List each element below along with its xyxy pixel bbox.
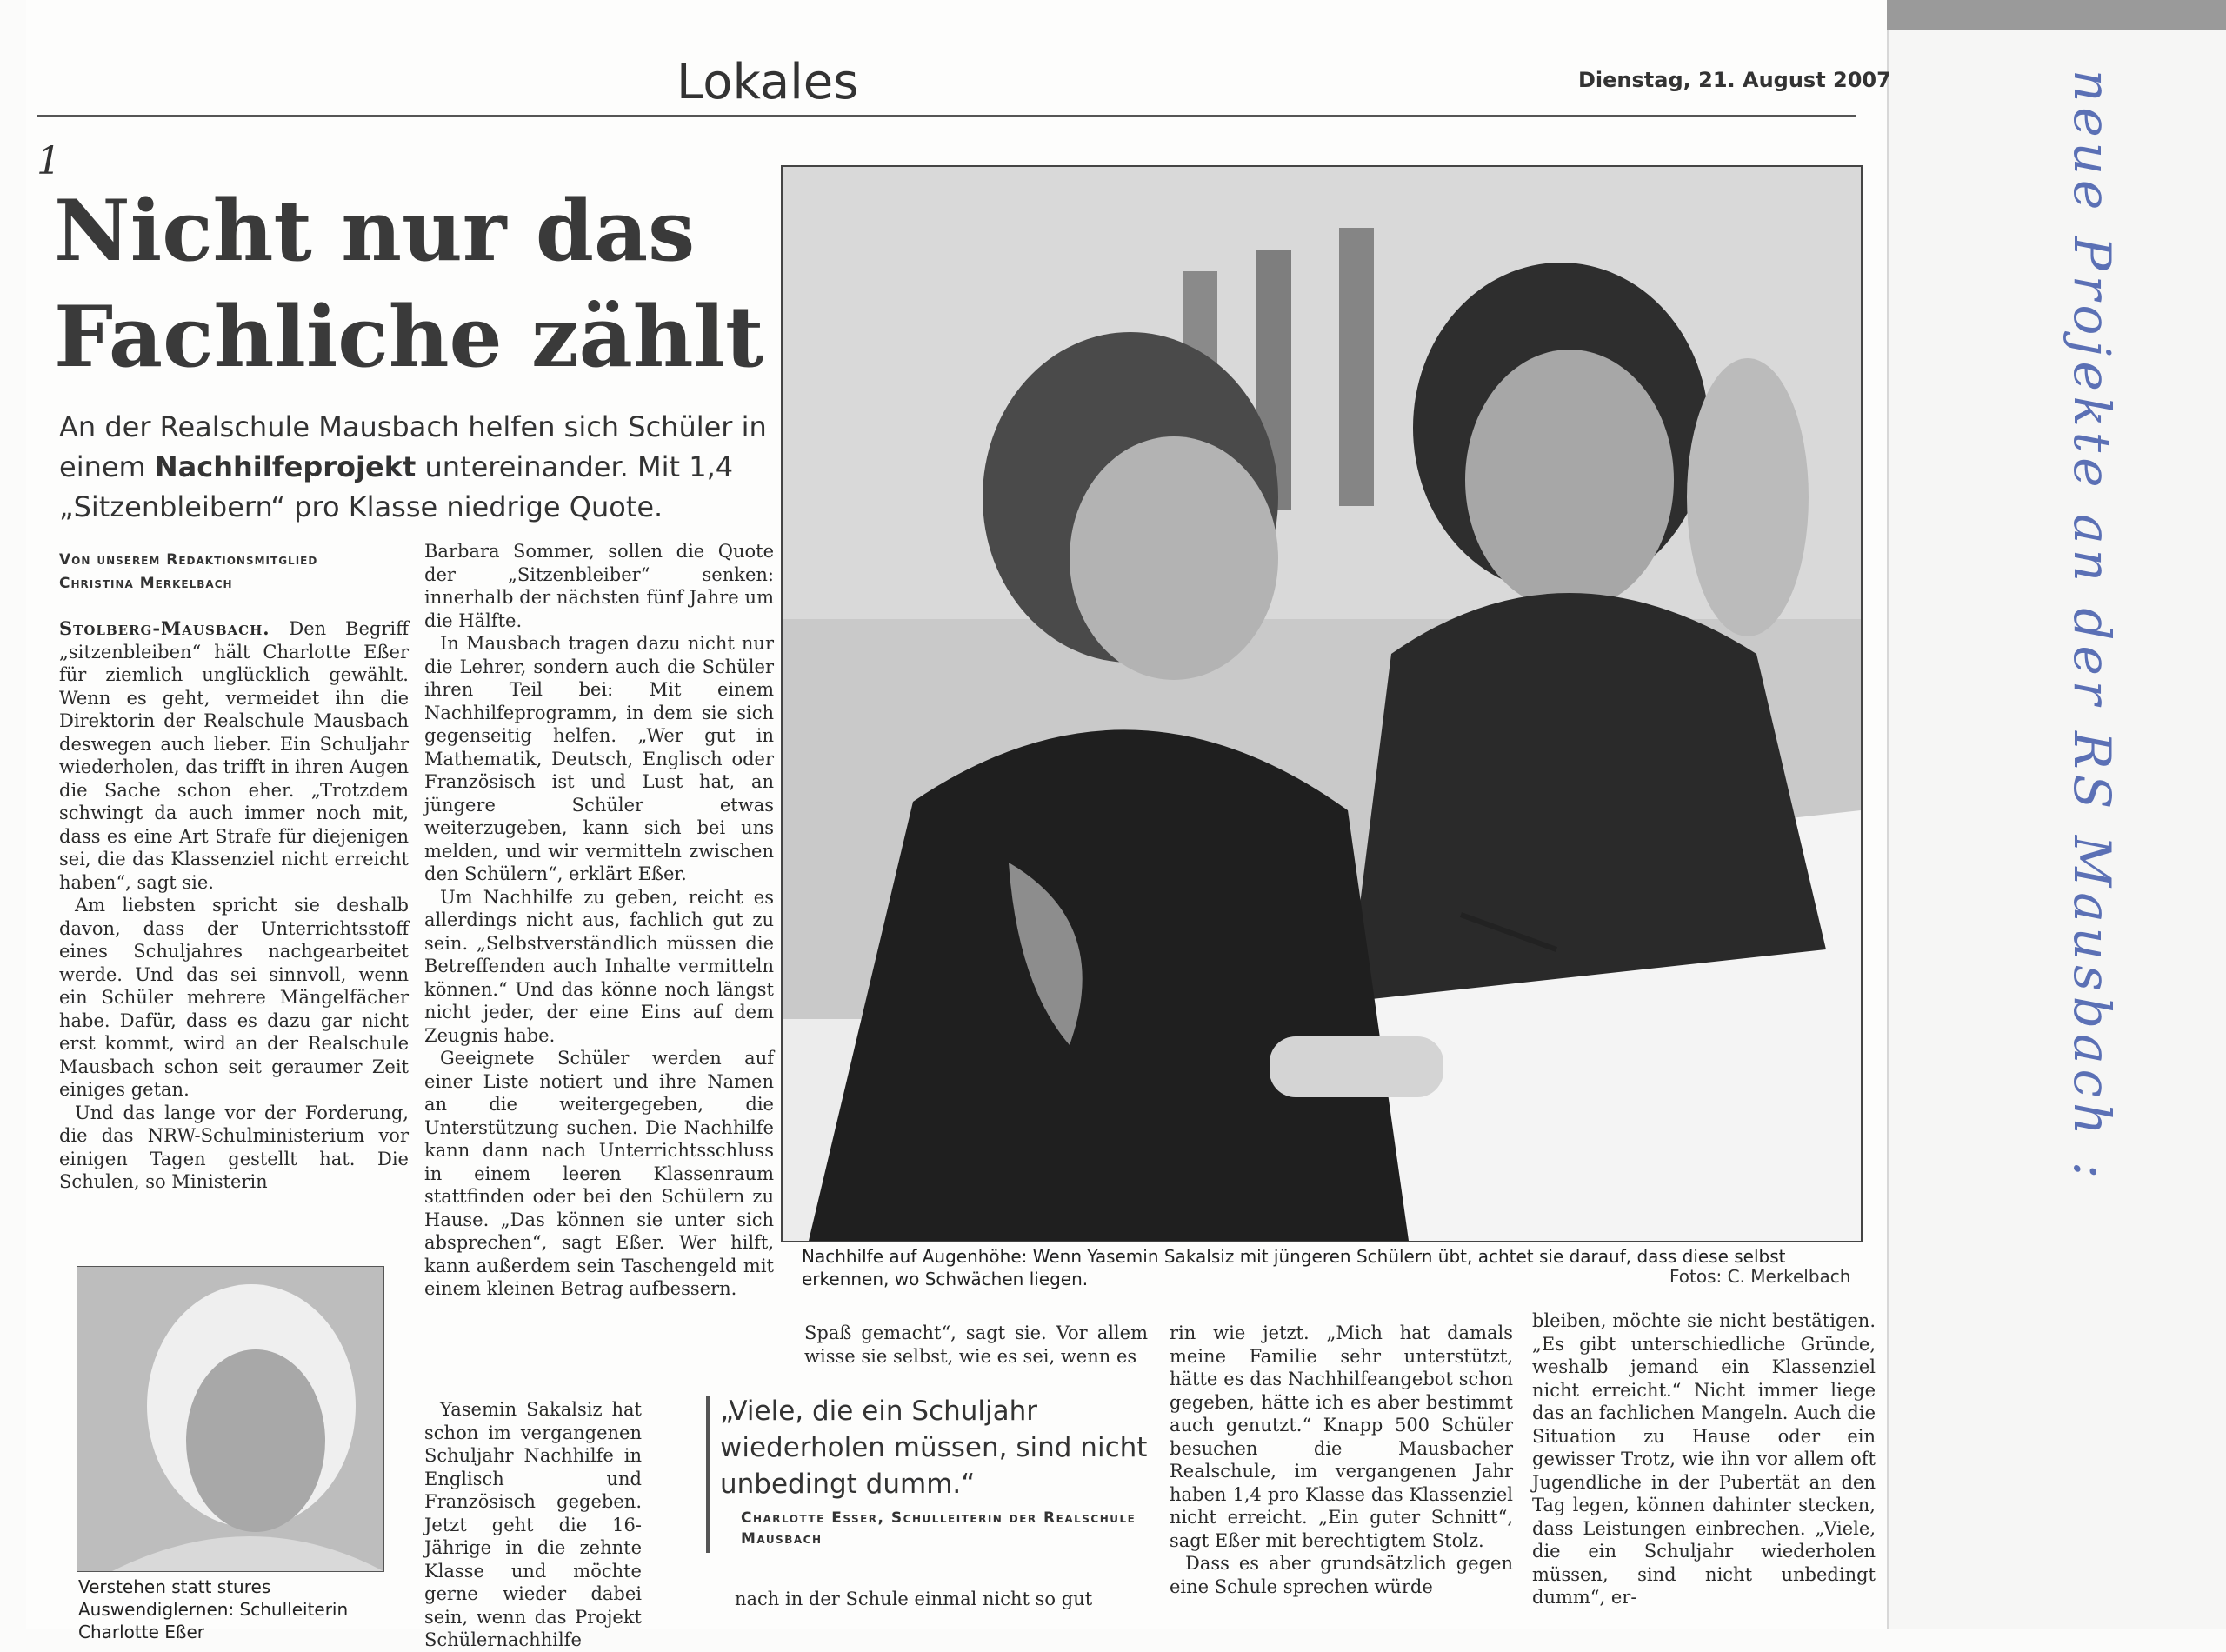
article-column-3-bottom (735, 1588, 1152, 1611)
photo-illustration (783, 167, 1861, 1241)
photo-credit: Fotos: C. Merkelbach (1670, 1266, 1851, 1287)
quote-bar (706, 1396, 710, 1553)
article-column-3 (804, 1322, 1148, 1368)
handwritten-note: neue Projekte an der RS Mausbach : (2063, 70, 2122, 1184)
pull-quote-source: Charlotte Esser, Schulleiterin der Realschule Mausbach (741, 1509, 1136, 1548)
paragraph: Spaß gemacht“, sagt sie. Vor allem wisse sie selbst, wie es sei, wenn es (804, 1322, 1148, 1367)
subhead-post: untereinander. Mit 1,4 „Sitzenbleibern“ pro Klasse niedrige Quote. (59, 450, 734, 523)
paragraph: rin wie jetzt. „Mich hat damals meine Familie sehr unterstützt, hätte es das Nachhilfeangebot schon gegeben, hätte ich es aber bestimmt auch genutzt.“ Knapp 500 Schüler besuchen die Mausbacher Realschule, im vergangenen Jahr haben 1,4 pro Klasse das Klassenziel nicht erreicht. „Ein guter Schnitt“, sagt Eßer mit berechtigtem Stolz. (1170, 1322, 1513, 1551)
subheadline (59, 407, 790, 527)
paragraph: Yasemin Sakalsiz hat schon im vergangenen Schuljahr Nachhilfe in Englisch und Französisch gegeben. Jetzt geht die 16-Jährige in die zehnte Klasse und möchte gerne wieder dabei sein, wenn das Projekt Schülernachhilfe (424, 1399, 642, 1650)
byline-line-1: Von unserem Redaktionsmitglied (59, 551, 318, 569)
byline (59, 549, 424, 596)
paragraph: Dass es aber grundsätzlich gegen eine Schule sprechen würde (1170, 1553, 1513, 1597)
header-rule (37, 115, 1856, 117)
paragraph: bleiben, möchte sie nicht bestätigen. „Es gibt unterschiedliche Gründe, weshalb jemand ein Klassenziel nicht erreicht.“ Nicht immer liege das an fachlichen Mangeln. Auch die Situation zu Hause oder ein gewisser Trotz, wie ihn vor allem oft Jugendliche in der Pubertät an den Tag legen, können dahinter stecken, dass Leistungen einbrechen. „Viele, die ein Schuljahr wiederholen müssen, sind nicht unbedingt dumm“, er- (1532, 1310, 1876, 1608)
article-column-1 (59, 617, 409, 1194)
section-title: Lokales (676, 54, 859, 110)
portrait-photo (77, 1266, 384, 1572)
byline-line-2: Christina Merkelbach (59, 575, 233, 592)
article-column-2 (424, 540, 774, 1301)
paragraph: Und das lange vor der Forderung, die das NRW-Schulministerium vor einigen Tagen gestellt hat. Die Schulen, so Ministerin (59, 1102, 409, 1192)
paragraph: Geeignete Schüler werden auf einer Liste notiert und ihre Namen an die weitergegeben, die Unterstützung suchen. Die Nachhilfe kann dann nach Unterrichtsschluss in einem leeren Klassenraum stattfinden oder bei den Schülern zu Hause. „Das können sie unter sich absprechen“, sagt Eßer. Wer hilft, kann außerdem sein Taschengeld mit einem kleinen Betrag aufbessern. (424, 1048, 774, 1299)
portrait-caption: Verstehen statt stures Auswendiglernen: Schulleiterin Charlotte Eßer (78, 1576, 349, 1642)
paragraph: Am liebsten spricht sie deshalb davon, dass der Unterrichtsstoff eines Schuljahres nachgearbeitet werde. Und das sei sinnvoll, wenn ein Schüler mehrere Mängelfächer habe. Dafür, dass es dazu gar nicht erst kommt, wird an der Realschule Mausbach schon seit geraumer Zeit einiges getan. (59, 895, 409, 1100)
scan-edge (1887, 0, 2226, 30)
article-column-2-bottom (424, 1398, 642, 1652)
headline (54, 178, 802, 390)
paragraph-text: Den Begriff „sitzenbleiben“ hält Charlotte Eßer für ziemlich unglücklich gewählt. Wenn es geht, vermeidet ihn die Direktorin der Realschule Mausbach deswegen auch lieber. Ein Schuljahr wiederholen, das trifft in ihren Augen die Sache schon eher. „Trotzdem schwingt da auch immer noch mit, dass es eine Art Strafe für diejenigen sei, die das Klassenziel nicht erreicht haben“, sagt sie. (59, 618, 409, 893)
issue-date: Dienstag, 21. August 2007 (1578, 68, 1891, 92)
paragraph: Um Nachhilfe zu geben, reicht es allerdings nicht aus, fachlich gut zu sein. „Selbstverständlich müssen die Betreffenden auch Inhalte vermitteln können.“ Und das könne noch längst nicht jeder, der eine Eins auf dem Zeugnis habe. (424, 886, 774, 1046)
photo-caption: Nachhilfe auf Augenhöhe: Wenn Yasemin Sakalsiz mit jüngeren Schülern übt, achtet sie darauf, dass diese selbst erkennen, wo Schwächen liegen. (802, 1246, 1786, 1289)
paragraph: In Mausbach tragen dazu nicht nur die Lehrer, sondern auch die Schüler ihren Teil bei: Mit einem Nachhilfeprogramm, in dem sie sich gegenseitig helfen. „Wer gut in Mathematik, Deutsch, Englisch oder Französisch ist und Lust hat, an jüngere Schüler etwas weiterzugeben, kann sich bei uns melden, und wir vermitteln zwischen den Schülern“, erklärt Eßer. (424, 633, 774, 884)
paragraph: Barbara Sommer, sollen die Quote der „Sitzenbleiber“ senken: innerhalb der nächsten fünf Jahre um die Hälfte. (424, 541, 774, 631)
headline-line-1: Nicht nur das (54, 182, 696, 280)
dateline: Stolberg-Mausbach. (59, 617, 270, 639)
pull-quote: „Viele, die ein Schuljahr wiederholen müssen, sind nicht unbedingt dumm.“ (720, 1396, 1148, 1500)
subhead-bold: Nachhilfeprojekt (154, 450, 417, 483)
article-column-4 (1170, 1322, 1513, 1598)
handwritten-mark: 1 (37, 139, 61, 183)
paragraph (59, 617, 409, 894)
article-column-5 (1532, 1309, 1876, 1609)
article-photo (781, 165, 1863, 1242)
headline-line-2: Fachliche zählt (54, 288, 764, 386)
paragraph: nach in der Schule einmal nicht so gut (735, 1589, 1093, 1609)
portrait-illustration (77, 1267, 383, 1571)
subhead-pre: An der Realschule Mausbach helfen sich Schüler in einem (59, 410, 767, 483)
